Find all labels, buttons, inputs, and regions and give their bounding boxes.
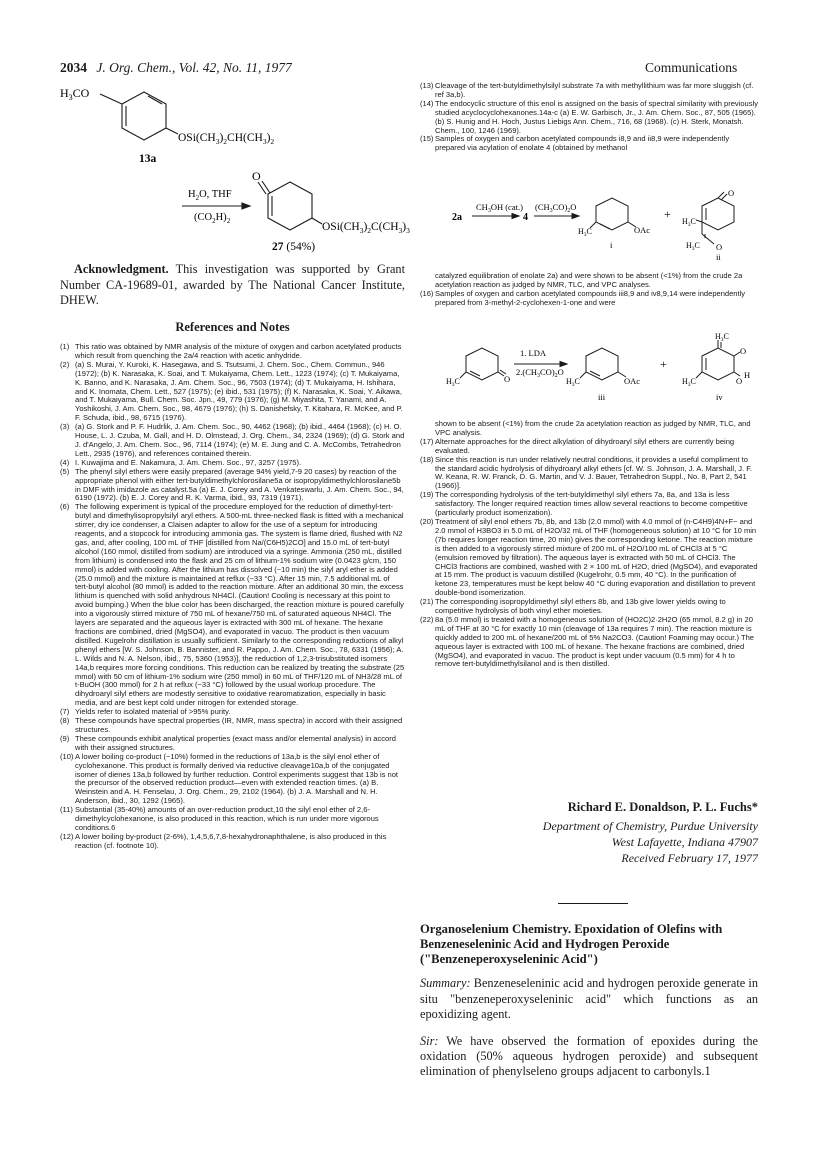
scheme-note-16 bbox=[420, 334, 758, 414]
scheme16-plus: + bbox=[660, 357, 667, 371]
journal-citation: J. Org. Chem., Vol. 42, No. 11, 1977 bbox=[96, 60, 292, 75]
scheme15-intermediate: 4 bbox=[523, 212, 528, 223]
scheme16-o-iv-a: O bbox=[740, 346, 747, 356]
scheme15-plus: + bbox=[664, 207, 671, 221]
scheme15-h3c-ii-b: $H_3C$ bbox=[686, 241, 700, 252]
label-osi-27: $OSi(CH_3)_2C(CH_3)_3$ bbox=[322, 221, 410, 235]
notes-right-bottom: shown to be absent (<1%) from the crude 2a acetylation reaction as judged by NMR, TLC, and VPC analysis. (17) Alternate approaches for the direct alkylation of dihydroaryl silyl ethers are currently being evaluated. (18) Since this reaction is run under relatively neutral conditions, it provides a useful compliment to the standard acidic hydrolysis of dihydroaryl alkyl ethers [cf. W. S. Johnson, J. A. Marshall, J. F. W. Keana, R. W. Franck, D. G. Martin, and V. J. Bauer, Tetrahedron Suppl., No. 8, Part 2, 541 (1966)]. (19) The corresponding hydrolysis of the tert-butyldimethyl silyl ethers 7a, 8a, and 13a is less satisfactory. The longer required reaction times allow several reactions to become competitive (particularly product isomerization). (20) Treatment of silyl enol ethers 7b, 8b, and 13b (2.0 mmol) with 4.0 mmol of (n-C4H9)4N+F− and 2.0 mmol of H3BO3 in 5.0 mL of H2O/32 mL of THF (homogeneous solution) at 10 °C for 10 min (7b requires longer reaction time, 20 min) gives the corresponding ketone. The reaction mixture is then added to a vigorously stirred mixture of 200 mL of H2O/100 mL of CHCl3 at 5 °C (emulsion removed by filtration). The aqueous layer is extracted with 50 mL of CHCl3. The CHCl3 fractions are combined, washed with 2 × 100 mL of H2O, dried (MgSO4), and evaporated at 15 mm. The product is vacuum distilled (Kugelrohr, 0.5 mm, 40 °C). In the purification of ketone 23, temperatures must be kept below 40 °C during evaporation and distillation to prevent double-bond isomerization. (21) The corresponding isopropyldimethyl silyl ethers 8b, and 13b give lower yields owing to competitive hydrolysis of both vinyl ether moieties. (22) 8a (5.0 mmol) is treated with a homogeneous solution of (HO2C)2·2H2O (65 mmol, 8.2 g) in 20 mL of THF at 30 °C for exactly 10 min (cleavage of 13a requires 7 min). The reaction mixture is quickly added to 200 mL of hexane/200 mL of 5% Na2CO3. (Caution! Foaming may occur.) The aqueous layer is extracted with 100 mL of hexane. The hexane fractions are combined, dried (MgSO4), and evaporated in vacuo. The product is kept under vacuum (0.5 mm) for 4 h to remove tert-butyldimethylsilanol and is then distilled. bbox=[420, 419, 758, 669]
scheme15-h3c-i: $H_3C$ bbox=[578, 227, 592, 238]
note-item: (18) Since this reaction is run under relatively neutral conditions, it provides a useful compliment to the standard acidic hydrolysis of dihydroaryl alkyl ethers [cf. W. S. Johnson, J. A. Marshall, J. F. W. Keana, R. W. Franck, D. G. Martin, and V. J. Bauer, Tetrahedron Suppl., No. 8, Part 2, 541 (1966)]. bbox=[420, 454, 753, 491]
scheme16-label-iv: iv bbox=[716, 392, 723, 402]
note-item: (21) The corresponding isopropyldimethyl silyl ethers 8b, and 13b give lower yields owing to competitive hydrolysis of both vinyl ether moieties. bbox=[420, 597, 726, 616]
scheme15-reagent2: $(CH_3CO)_2O$ bbox=[535, 202, 577, 214]
note-item: (6) The following experiment is typical of the procedure employed for the reduction of dimethyl-tert-butyl and dimethylisopropylsilyl aryl ethers. A 500-mL three-necked flask is fitted with a mechanical stirrer, dry ice condenser, a Claisen adapter to allow for the use of a septum for introducing reagents, and a stopcock for introducing ammonia gas. The system is flame dried, flushed with N2 gas, and, after cooling, 100 mL of THF [distilled from Na/(C6H5)2CO] and 15.0 mL of tert-butyl alcohol (160 mmol, distilled from sodium) are introduced via a syringe. Ammonia (250 mL, distilled from lithium) is condensed into the flask and 25 cm of lithium-1% sodium wire (0.0423 g/cm, 150 mmol) is added with cooling. After the lithium has dissolved (~10 min) the silyl aryl ether is added (25.0 mmol) and the mixture is maintained at reflux (−33 °C). After 15 min, 7.5 additional mL of tert-butyl alcohol (80 mmol) is added to the reaction mixture. After an additional 30 min, the excess lithium is quenched with solid anhydrous NH4Cl. (Caution! Cooling is necessary at this point to avoid bumping.) When the blue color has been discharged, the reaction mixture is poured carefully into a vigorously stirred mixture of 750 mL of hexane/750 mL of saturated aqueous NH4Cl. The layers are separated and the aqueous layer is extracted with 300 mL of hexane. The hexane fractions are combined, dried (MgSO4), and evaporated in vacuo. The product is then vacuum distilled. Kugelrohr distillation is usually sufficient. Similarly to the corresponding reductions of alkyl phenyl ethers [W. S. Johnson, B. Bannister, and R. Pappo, J. Am. Chem. Soc., 78, 6331 (1956); A. L. Wilds and N. A. Nelson, ibid., 75, 5360 (1953)], the reduction of 1,2,3-trisubstituted isomers 14a,b requires more forcing conditions. This reduction can be realized by treating the substrate (25 mmol) with 50 cm of lithium-1% sodium wire (250 mmol) in 60 mL of THF/120 mL of NH3/28 mL of t-BuOH (300 mmol) for 2 h at reflux (−33 °C) followed by the usual workup procedure. The dihydroaryl silyl ethers are modestly sensitive to oxidative rearomatization, especially in basic media, and are best kept cold under nitrogen for extended storage. bbox=[60, 502, 405, 708]
note-item: (2) (a) S. Murai, Y. Kuroki, K. Hasegawa, and S. Tsutsumi, J. Chem. Soc., Chem. Commun., 946 (1972); (b) K. Narasaka, K. Soai, and T. Mukaiyama, Chem. Lett., 1223 (1974); (c) T. Mukaiyama, K. Banno, and K. Narasaka, J. Am. Chem. Soc., 96, 7503 (1974); (d) T. Mukaiyama, H. Ishihara, and K. Inomata, Chem. Lett., 527 (1975); (e) ibid., 531 (1975); (f) K. Narasaka, K. Soai, Y. Aikawa, and T. Mukaiyama, Bull. Chem. Soc. Jpn., 49, 779 (1976); (g) M. Miyashita, T. Yanami, and A. Yoshikoshi, J. Am. Chem. Soc., 98, 4679 (1976); (h) S. Danishefsky, T. Kitahara, R. McKee, and P. F. Schuda, ibid., 98, 6715 (1976). bbox=[60, 359, 403, 423]
note15-continued: catalyzed equilibration of enolate 2a) and were shown to be absent (<1%) from the crude 2a acetylation reaction as judged by NMR, TLC, and VPC analyses. (16) Samples of oxygen and carbon acetylated compounds iii8,9 and iv8,9,14 were independently prepared from 3-methyl-2-cyclohexen-1-one and were bbox=[420, 272, 758, 308]
reagent-h2o-thf: $H_2O$, THF bbox=[188, 189, 232, 202]
author-names: Richard E. Donaldson, P. L. Fuchs* bbox=[567, 800, 758, 814]
acknowledgment bbox=[60, 262, 405, 309]
reagent-oxalic: $(CO_2H)_2$ bbox=[194, 212, 231, 225]
scheme15-reagent1: $CH_3OH$ (cat.) bbox=[476, 202, 523, 214]
note-item: (20) Treatment of silyl enol ethers 7b, 8b, and 13b (2.0 mmol) with 4.0 mmol of (n-C4H9)4N+F− and 2.0 mmol of H3BO3 in 5.0 mL of H2O/32 mL of THF (homogeneous solution) at 10 °C for 10 min (7b requires longer reaction time, 20 min) gives the corresponding ketone. The reaction mixture is then added to a vigorously stirred mixture of 200 mL of H2O/100 mL of CHCl3 at 5 °C (emulsion removed by filtration). The aqueous layer is extracted with 50 mL of CHCl3. The CHCl3 fractions are combined, washed with 2 × 100 mL of H2O, dried (MgSO4), and evaporated at 15 mm. The product is vacuum distilled (Kugelrohr, 0.5 mm, 40 °C). In the purification of ketone 23, temperatures must be kept below 40 °C during evaporation and distillation to prevent double-bond isomerization. bbox=[420, 516, 758, 598]
note-item: (9) These compounds exhibit analytical properties (exact mass and/or elemental analysis) in accord with their assigned structures. bbox=[60, 733, 396, 752]
note-item: (7) Yields refer to isolated material of >95% purity. bbox=[60, 707, 231, 717]
scheme16-h3c-iii: $H_3C$ bbox=[566, 377, 580, 388]
label-carbonyl-o: O bbox=[252, 169, 261, 183]
note-item: (15) Samples of oxygen and carbon acetylated compounds i8,9 and ii8,9 were independently prepared via acylation of enolate 4 (obtained by methanol bbox=[420, 134, 730, 153]
notes-right-top bbox=[420, 82, 758, 153]
note-item: (14) The endocyclic structure of this enol is assigned on the basis of spectral similarity with previously studied acyclocyclohexanones.14a-c (a) E. W. Garbisch, Jr., J. Am. Chem. Soc., 87, 505 (1965). (b) S. Hunig and H. Hoch, Justus Liebigs Ann. Chem., 716, 68 (1968). (c) H. Sterk, Monatsh. Chem., 100, 1246 (1969). bbox=[420, 98, 758, 135]
summary-label: Summary: bbox=[420, 976, 471, 991]
scheme15-start: 2a bbox=[452, 212, 462, 223]
label-h3co: $H_3CO$ bbox=[60, 86, 90, 102]
scheme15-oac-i: OAc bbox=[634, 225, 651, 235]
note-item: (10) A lower boiling co-product (~10%) formed in the reductions of 13a,b is the silyl enol ether of cyclohexanone. This product is formally derived via reductive cleavage10a,b of the conjugated isomer of dienes 13a,b followed by further reduction. Control experiments suggest that 13b is not the precursor of the observed reduction product—even with extended reaction times. (a) B. Weinstein and A. H. Fenselau, J. Org. Chem., 29, 2102 (1964). (b) J. A. Marshall and N. H. Anderson, ibid., 30, 1292 (1965). bbox=[60, 751, 399, 806]
separator-rule bbox=[558, 903, 628, 904]
note-item: (12) A lower boiling by-product (2-6%), 1,4,5,6,7,8-hexahydronaphthalene, is also produced in this reaction (cf. footnote 10). bbox=[60, 831, 387, 850]
label-osi-13a: $OSi(CH_3)_2CH(CH_3)_2$ bbox=[178, 132, 275, 146]
scheme16-h3c-iv: $H_3C$ bbox=[682, 377, 696, 388]
note-item: (8) These compounds have spectral properties (IR, NMR, mass spectra) in accord with their assigned structures. bbox=[60, 716, 403, 734]
scheme16-o-sm: O bbox=[504, 374, 511, 384]
page-header bbox=[60, 60, 292, 76]
scheme16-oac-iii: OAc bbox=[624, 376, 641, 386]
scheme15-h3c-ii-a: $H_3C$ bbox=[682, 217, 696, 228]
scheme15-o-ii-a: O bbox=[728, 188, 735, 198]
section-name: Communications bbox=[645, 60, 738, 75]
received-date: Received February 17, 1977 bbox=[621, 851, 758, 865]
scheme-13a-to-27 bbox=[60, 82, 410, 282]
scheme16-h3c-iv-top: $H_3C$ bbox=[715, 332, 729, 343]
scheme16-reagent1: 1. LDA bbox=[520, 348, 546, 358]
acknowledgment-heading: Acknowledgment. bbox=[74, 262, 169, 276]
note-item: (19) The corresponding hydrolysis of the tert-butyldimethyl silyl ethers 7a, 8a, and 13a is less satisfactory. The longer required reaction times allow several reactions to become competitive (particularly product isomerization). bbox=[420, 490, 748, 518]
notes-left-column bbox=[60, 343, 405, 851]
letter-opening bbox=[420, 1034, 758, 1080]
author-location: West Lafayette, Indiana 47907 bbox=[611, 835, 758, 849]
acknowledgment-text: This investigation was supported by Grant Number CA-19689-01, awarded by The National Cancer Institute, DHEW. bbox=[60, 262, 405, 307]
scheme15-label-ii: ii bbox=[716, 252, 721, 262]
scheme16-label-iii: iii bbox=[598, 392, 606, 402]
note-item: (1) This ratio was obtained by NMR analysis of the mixture of oxygen and carbon acetylated products which result from quenching the 2a/4 reaction with acetic anhydride. bbox=[60, 342, 402, 360]
references-heading: References and Notes bbox=[175, 320, 290, 334]
scheme16-o-iv-b: O bbox=[736, 376, 743, 386]
note-item: (4) I. Kuwajima and E. Nakamura, J. Am. Chem. Soc., 97, 3257 (1975). bbox=[60, 457, 302, 467]
summary bbox=[420, 976, 758, 1022]
sir-label: Sir: bbox=[420, 1034, 439, 1048]
summary-text: Benzeneseleninic acid and hydrogen peroxide generate in situ "benzeneperoxyseleninic acid" which functions as an epoxidizing agent. bbox=[420, 976, 758, 1021]
compound-label-27: 27 (54%) bbox=[272, 241, 316, 253]
sir-text: We have observed the formation of epoxides during the oxidation (50% aqueous hydrogen peroxide) and subsequent elimination of phenylseleno groups adjacent to carbonyls.1 bbox=[420, 1034, 759, 1079]
note-item: (17) Alternate approaches for the direct alkylation of dihydroaryl silyl ethers are currently being evaluated. bbox=[420, 436, 735, 455]
scheme15-label-i: i bbox=[610, 240, 613, 250]
scheme-note-15 bbox=[420, 190, 758, 262]
note-item: (5) The phenyl silyl ethers were easily prepared (average 94% yield,7-9 20 cases) by reaction of the appropriate phenol with either tert-butyldimethylchlorosilane5a or isopropyldimethylchlorosilane5b in DMF with imidazole as catalyst.5a (a) E. J. Corey and A. Venkateswarlu, J. Am. Chem. Soc., 94, 6190 (1972). (b) E. J. Corey and R. K. Varma, ibid., 93, 7319 (1971). bbox=[60, 466, 404, 503]
note-item: (3) (a) G. Stork and P. F. Hudrlik, J. Am. Chem. Soc., 90, 4462 (1968); (b) ibid., 4464 (1968); (c) H. O. House, L. J. Czuba, M. Gall, and H. D. Olmstead, J. Org. Chem., 34, 2324 (1969); (d) G. Stork and J. d'Angelo, J. Am. Chem. Soc., 96, 7114 (1974); (e) M. E. Jung and C. A. McCombs, Tetrahedron Lett., 2935 (1976), and references contained therein. bbox=[60, 422, 405, 458]
author-block bbox=[420, 800, 758, 866]
scheme16-h-iv: H bbox=[744, 370, 751, 380]
note-item: (13) Cleavage of the tert-butyldimethylsilyl substrate 7a with methyllithium was far more sluggish (cf. ref 3a,b). bbox=[420, 81, 754, 99]
note-item: (16) Samples of oxygen and carbon acetylated compounds iii8,9 and iv8,9,14 were independently prepared from 3-methyl-2-cyclohexen-1-one and were bbox=[420, 288, 746, 307]
scheme16-h3c-sm: $H_3C$ bbox=[446, 377, 460, 388]
scheme16-reagent2: $2.(CH_3CO)_2O$ bbox=[516, 367, 564, 379]
next-article-title: Organoselenium Chemistry. Epoxidation of Olefins with Benzeneseleninic Acid and Hydrogen Peroxide ("Benzeneperoxyseleninic Acid") bbox=[420, 922, 723, 966]
page-number: 2034 bbox=[60, 60, 87, 75]
author-department: Department of Chemistry, Purdue University bbox=[542, 819, 758, 833]
next-article bbox=[420, 922, 758, 1080]
compound-label-13a: 13a bbox=[139, 153, 157, 165]
note-item: (11) Substantial (35-40%) amounts of an over-reduction product,10 the silyl enol ether of 2,6-dimethylcyclohexanone, is also produced in this reaction, which is run under more vigorous conditions.6 bbox=[60, 805, 379, 832]
scheme15-o-ii-b: O bbox=[716, 242, 723, 252]
note-item: (22) 8a (5.0 mmol) is treated with a homogeneous solution of (HO2C)2·2H2O (65 mmol, 8.2 g) in 20 mL of THF at 30 °C for exactly 10 min (cleavage of 13a requires 7 min). The reaction mixture is quickly added to 200 mL of hexane/200 mL of 5% Na2CO3. (Caution! Foaming may occur.) The aqueous layer is extracted with 100 mL of hexane. The hexane fractions are combined, dried (MgSO4), and evaporated in vacuo. The product is kept under vacuum (0.5 mm) for 4 h to remove tert-butyldimethylsilanol and is then distilled. bbox=[420, 614, 754, 669]
